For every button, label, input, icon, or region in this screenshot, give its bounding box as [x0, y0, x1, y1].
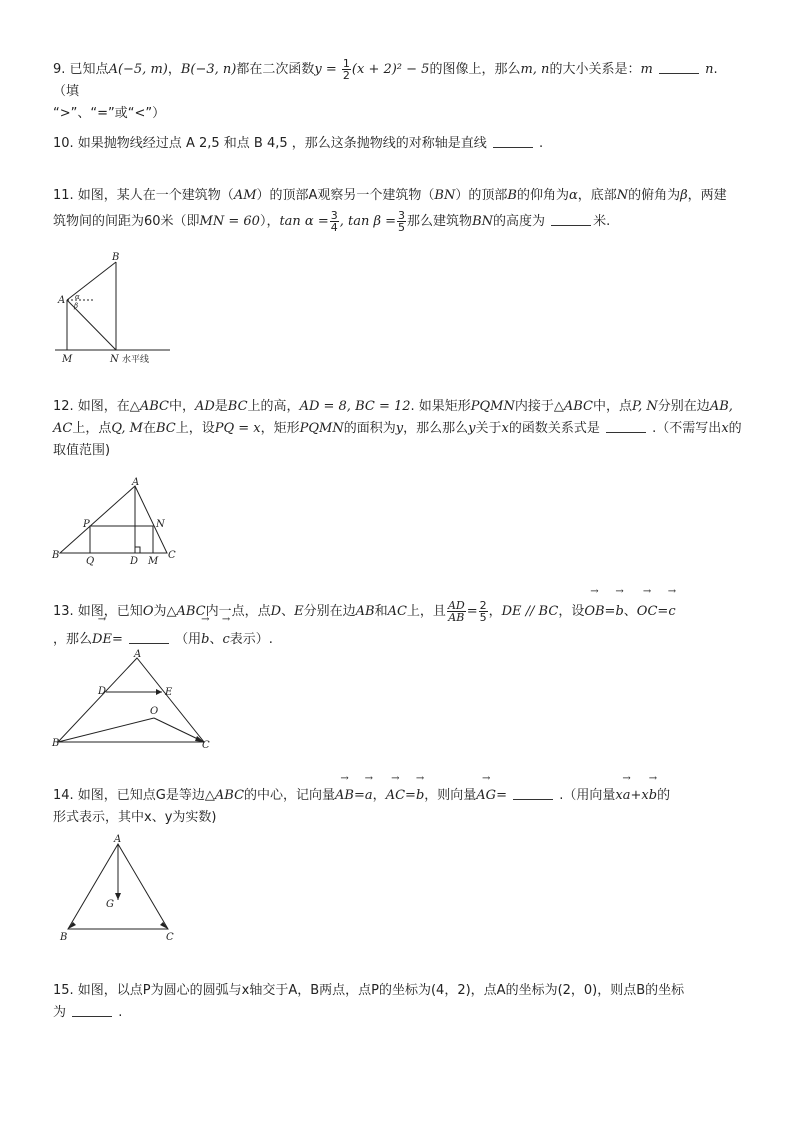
svg-text:B: B	[52, 738, 60, 749]
answer-blank[interactable]	[493, 135, 533, 148]
svg-text:B: B	[112, 252, 120, 263]
figure-rectangle-in-triangle	[52, 478, 182, 568]
svg-text:A: A	[58, 295, 66, 306]
question-11: 11. 如图，某人在一个建筑物（AM）的顶部A观察另一个建筑物（BN）的顶部B的仰角为α，底部N的俯角为β，两建 筑物间的间距为60米（即MN = 60），tan α = $\frac{3}{4}$ , tan β = $\frac{3}{5}$ 那么建筑物BN的高度为 米.	[53, 188, 727, 234]
fraction-half: $\frac{1}{2}$	[342, 57, 350, 82]
question-12: 12. 如图，在△ABC中，AD是BC上的高，AD = 8, BC = 12. 如果矩形PQMN内接于△ABC中，点P, N分别在边AB, AC上，点Q, M在BC上，设PQ = x，矩形PQMN的面积为y，那么那么y关于x的函数关系式是 .（不需写出x的取值范围)	[53, 399, 742, 458]
figure-triangle-vectors	[52, 650, 212, 750]
question-9: 9. 已知点A(−5, m)，B(−3, n)都在二次函数y = $\frac{1}{2}$ (x + 2)² − 5的图像上，那么m, n的大小关系是：m n.（填 “>”、“=”或“<”）	[53, 57, 718, 121]
answer-blank[interactable]	[659, 61, 699, 74]
svg-text:N: N	[156, 519, 165, 530]
svg-text:C: C	[202, 740, 210, 751]
svg-text:M: M	[148, 556, 159, 567]
answer-blank[interactable]	[129, 631, 169, 644]
svg-text:C: C	[168, 550, 176, 561]
svg-text:B: B	[52, 550, 60, 561]
svg-text:A: A	[134, 649, 142, 660]
question-13: 13. 如图，已知O为△ABC内一点，点D、E分别在边AB和AC上，且 $\frac{AD}{AB}$ = $\frac{2}{5}$ ，DE // BC，设→ OB=→ b、→ OC=→ c ，那么→ DE= （用→ b、→ c表示）.	[53, 598, 743, 654]
question-10: 10. 如果抛物线经过点 A 2,5 和点 B 4,5 ，那么这条抛物线的对称轴是直线 .	[53, 136, 544, 151]
svg-text:B: B	[60, 932, 68, 943]
svg-text:P: P	[83, 519, 90, 530]
svg-text:A: A	[132, 477, 140, 488]
svg-text:β: β	[74, 302, 79, 310]
answer-blank[interactable]	[72, 1004, 112, 1017]
svg-text:水平线: 水平线	[122, 355, 150, 365]
svg-text:Q: Q	[86, 556, 95, 567]
svg-text:N: N	[110, 354, 119, 365]
figure-buildings	[50, 250, 180, 370]
svg-text:M: M	[62, 354, 73, 365]
answer-blank[interactable]	[606, 420, 646, 433]
svg-text:C: C	[166, 932, 174, 943]
question-14: 14. 如图，已知点G是等边△ABC的中心，记向量→ AB=→ a，→ AC=→ b，则向量→ AG= .（用向量x→ a+x→ b的 形式表示，其中x、y为实数)	[53, 785, 743, 829]
answer-blank[interactable]	[513, 787, 553, 800]
svg-text:D: D	[130, 556, 139, 567]
svg-text:G: G	[106, 899, 114, 910]
svg-text:O: O	[150, 706, 159, 717]
question-15: 15. 如图，以点P为圆心的圆弧与x轴交于A，B两点，点P的坐标为(4，2)，点A的坐标为(2，0)，则点B的坐标 为 .	[53, 983, 685, 1020]
figure-equilateral-triangle	[56, 832, 186, 947]
svg-text:E: E	[165, 687, 173, 698]
svg-text:A: A	[114, 834, 122, 845]
answer-blank[interactable]	[551, 213, 591, 226]
svg-text:D: D	[98, 686, 107, 697]
svg-text:α: α	[75, 293, 80, 301]
